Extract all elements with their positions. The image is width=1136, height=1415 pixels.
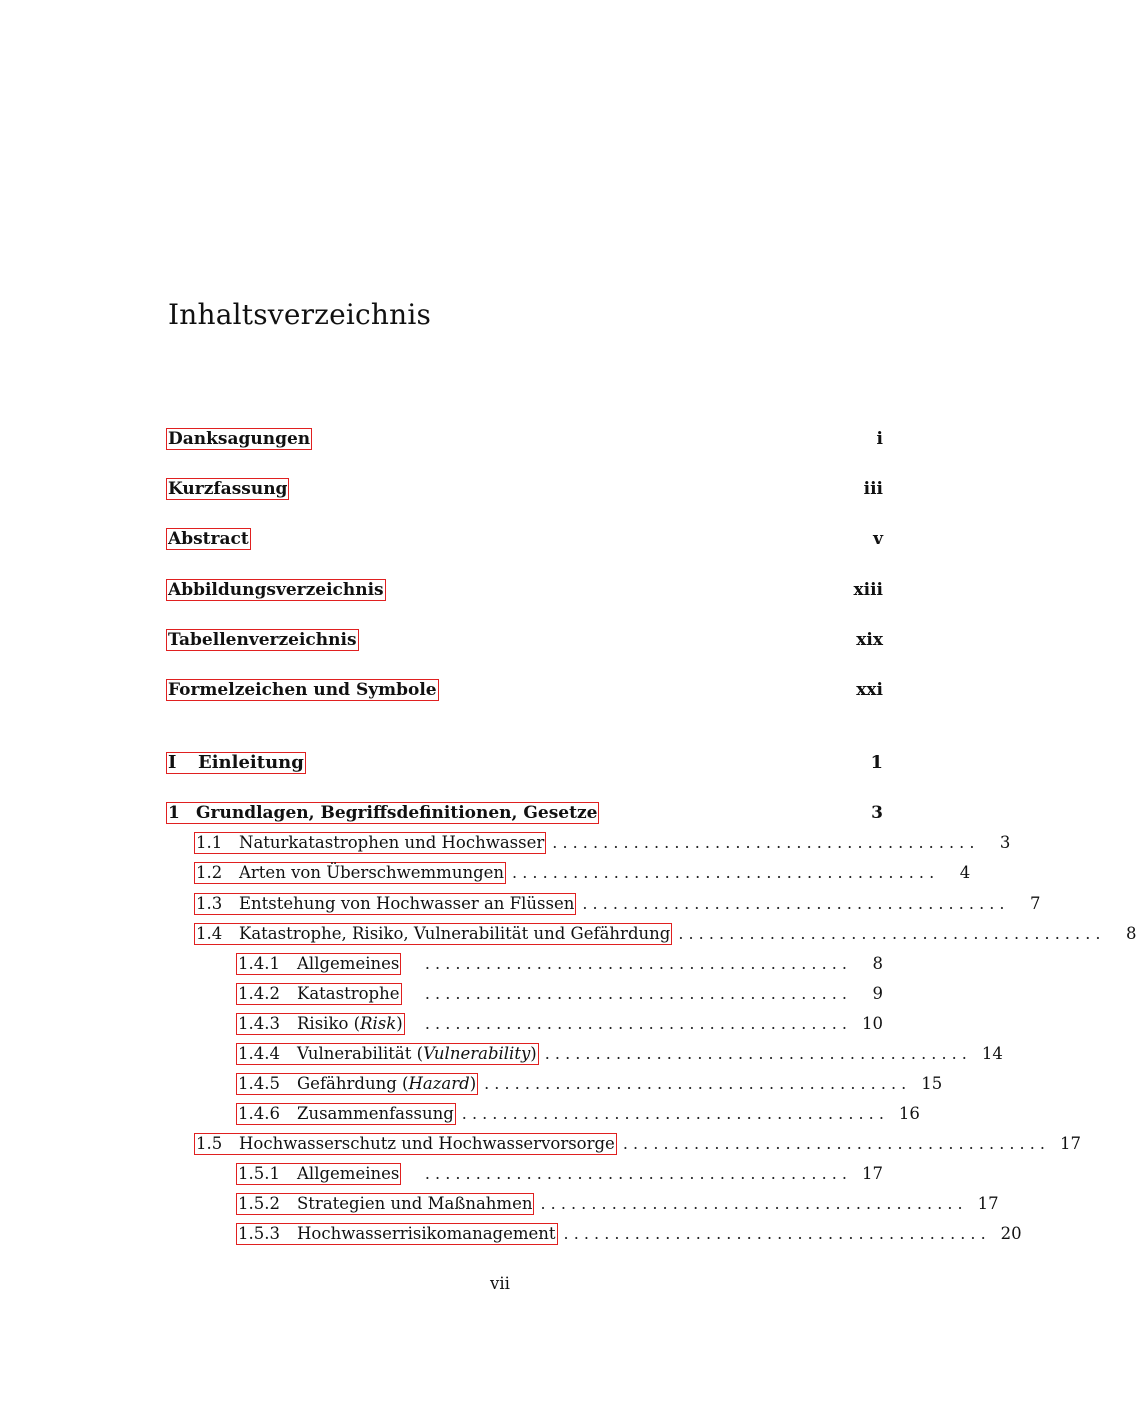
toc-entry-part-einleitung — [166, 751, 883, 775]
toc-leader-dots: . . . . . . . . . . . . . . . . . . . . . . . . . . . . . . . . . . . . . . . . . . — [424, 1164, 847, 1183]
toc-link-section-1-5[interactable]: 1.5 Hochwasserschutz und Hochwasservorsorge — [196, 1134, 615, 1153]
toc-entry-subsection — [236, 1042, 1003, 1066]
toc-page-number: v — [873, 529, 883, 549]
toc-entry-danksagungen — [166, 427, 883, 451]
toc-leader-dots: . . . . . . . . . . . . . . . . . . . . . . . . . . . . . . . . . . . . . . . . . . — [552, 833, 975, 852]
toc-entry-subsection — [236, 1012, 883, 1036]
toc-page-number: 17 — [977, 1194, 999, 1213]
footer-page-number: vii — [490, 1274, 510, 1293]
toc-entry-subsection — [236, 1072, 943, 1096]
toc-entry-subsection — [236, 1102, 920, 1126]
toc-link-subsection-1-5-3[interactable]: 1.5.3 Hochwasserrisikomanagement — [238, 1224, 556, 1243]
toc-entry-tabellenverzeichnis — [166, 628, 883, 652]
toc-link-subsection-1-4-6[interactable]: 1.4.6 Zusammenfassung — [238, 1104, 454, 1123]
toc-link-kurzfassung[interactable]: Kurzfassung — [168, 479, 288, 499]
toc-leader-dots: . . . . . . . . . . . . . . . . . . . . . . . . . . . . . . . . . . . . . . . . . . — [563, 1224, 986, 1243]
toc-link-part-einleitung[interactable]: I Einleitung — [168, 752, 304, 773]
toc-page-number: 3 — [871, 803, 883, 823]
toc-link-section-1-4[interactable]: 1.4 Katastrophe, Risiko, Vulnerabilität und Gefährdung — [196, 924, 671, 943]
toc-leader-dots: . . . . . . . . . . . . . . . . . . . . . . . . . . . . . . . . . . . . . . . . . . — [622, 1134, 1045, 1153]
toc-page-number: 9 — [872, 984, 883, 1003]
toc-entry-section — [194, 922, 1136, 946]
toc-link-danksagungen[interactable]: Danksagungen — [168, 429, 311, 449]
toc-entry-formelzeichen — [166, 678, 883, 702]
toc-page-number: 10 — [862, 1014, 883, 1033]
toc-leader-dots: . . . . . . . . . . . . . . . . . . . . . . . . . . . . . . . . . . . . . . . . . . — [424, 984, 847, 1003]
toc-part-number: I — [168, 752, 177, 773]
toc-entry-abstract — [166, 527, 883, 551]
toc-page-number: 17 — [1059, 1134, 1081, 1153]
toc-page-number: xix — [856, 630, 883, 650]
toc-leader-dots: . . . . . . . . . . . . . . . . . . . . . . . . . . . . . . . . . . . . . . . . . . — [544, 1044, 967, 1063]
toc-entry-subsection — [236, 1192, 999, 1216]
toc-page-number: 17 — [862, 1164, 883, 1183]
toc-link-subsection-1-4-1[interactable]: 1.4.1 Allgemeines — [238, 954, 400, 973]
toc-link-abbildungsverzeichnis[interactable]: Abbildungsverzeichnis — [168, 580, 384, 600]
toc-link-subsection-1-4-5[interactable]: 1.4.5 Gefährdung ( Hazard ) — [238, 1074, 477, 1093]
toc-link-chapter-1[interactable]: 1 Grundlagen, Begriffsdefinitionen, Gesetze — [168, 803, 598, 823]
toc-page-number: 8 — [872, 954, 883, 973]
toc-leader-dots: . . . . . . . . . . . . . . . . . . . . . . . . . . . . . . . . . . . . . . . . . . — [512, 863, 935, 882]
toc-link-abstract[interactable]: Abstract — [168, 529, 249, 549]
toc-page-number: 8 — [1125, 924, 1136, 943]
toc-leader-dots: . . . . . . . . . . . . . . . . . . . . . . . . . . . . . . . . . . . . . . . . . . — [484, 1074, 907, 1093]
toc-link-subsection-1-5-1[interactable]: 1.5.1 Allgemeines — [238, 1164, 400, 1183]
toc-leader-dots: . . . . . . . . . . . . . . . . . . . . . . . . . . . . . . . . . . . . . . . . . . — [424, 954, 847, 973]
toc-entry-subsection — [236, 982, 883, 1006]
toc-leader-dots: . . . . . . . . . . . . . . . . . . . . . . . . . . . . . . . . . . . . . . . . . . — [461, 1104, 884, 1123]
toc-entry-section — [194, 892, 1041, 916]
toc-link-section-1-3[interactable]: 1.3 Entstehung von Hochwasser an Flüssen — [196, 894, 575, 913]
toc-link-subsection-1-4-2[interactable]: 1.4.2 Katastrophe — [238, 984, 400, 1003]
page-title: Inhaltsverzeichnis — [168, 298, 432, 331]
toc-leader-dots: . . . . . . . . . . . . . . . . . . . . . . . . . . . . . . . . . . . . . . . . . . — [582, 894, 1005, 913]
toc-leader-dots: . . . . . . . . . . . . . . . . . . . . . . . . . . . . . . . . . . . . . . . . . . — [424, 1014, 847, 1033]
toc-entry-chapter-1 — [166, 801, 883, 825]
toc-leader-dots: . . . . . . . . . . . . . . . . . . . . . . . . . . . . . . . . . . . . . . . . . . — [678, 924, 1101, 943]
toc-chapter-number: 1 — [168, 803, 180, 823]
toc-link-subsection-1-4-4[interactable]: 1.4.4 Vulnerabilität ( Vulnerability ) — [238, 1044, 537, 1063]
toc-entry-subsection — [236, 1162, 883, 1186]
toc-entry-section — [194, 831, 1011, 855]
toc-entry-section — [194, 1132, 1081, 1156]
toc-page-number: 3 — [999, 833, 1011, 852]
toc-link-formelzeichen[interactable]: Formelzeichen und Symbole — [168, 680, 437, 700]
toc-entry-kurzfassung — [166, 477, 883, 501]
toc-link-subsection-1-5-2[interactable]: 1.5.2 Strategien und Maßnahmen — [238, 1194, 533, 1213]
toc-entry-abbildungsverzeichnis — [166, 578, 883, 602]
toc-entry-subsection — [236, 1222, 1022, 1246]
toc-link-tabellenverzeichnis[interactable]: Tabellenverzeichnis — [168, 630, 357, 650]
toc-link-section-1-2[interactable]: 1.2 Arten von Überschwemmungen — [196, 863, 505, 882]
toc-page-number: 1 — [870, 752, 883, 773]
toc-page-number: xiii — [853, 580, 883, 600]
toc-page-number: xxi — [856, 680, 883, 700]
toc-page-number: 4 — [959, 863, 971, 882]
toc-page-number: 7 — [1030, 894, 1041, 913]
toc-page-number: i — [876, 429, 883, 449]
toc-page-number: 14 — [981, 1044, 1003, 1063]
toc-entry-subsection — [236, 952, 883, 976]
toc-page-number: 16 — [898, 1104, 920, 1123]
toc-link-section-1-1[interactable]: 1.1 Naturkatastrophen und Hochwasser — [196, 833, 545, 852]
toc-link-subsection-1-4-3[interactable]: 1.4.3 Risiko ( Risk ) — [238, 1014, 403, 1033]
toc-page-number: 15 — [921, 1074, 943, 1093]
toc-page-number: iii — [863, 479, 883, 499]
toc-page-number: 20 — [1000, 1224, 1022, 1243]
toc-entry-section — [194, 861, 971, 885]
toc-leader-dots: . . . . . . . . . . . . . . . . . . . . . . . . . . . . . . . . . . . . . . . . . . — [540, 1194, 963, 1213]
